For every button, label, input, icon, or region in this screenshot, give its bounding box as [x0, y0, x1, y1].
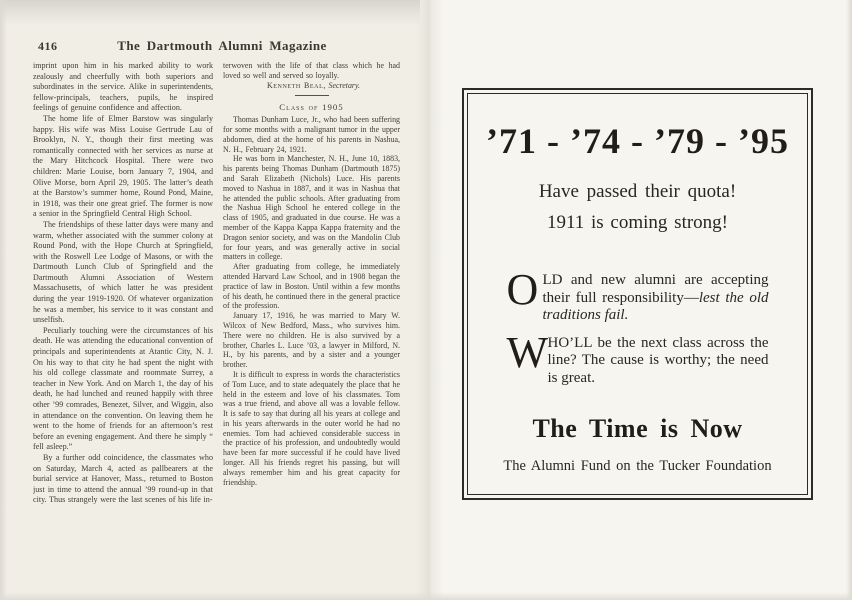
obituary-signature	[223, 81, 400, 91]
scan-shadow-bottom	[0, 592, 852, 600]
ad-class-years-headline: ’71 - ’74 - ’79 - ’95	[486, 121, 789, 161]
page-number: 416	[38, 39, 58, 53]
paragraph: He was born in Manchester, N. H., June 10, 1883, his parents being Thomas Dunham (Dartmouth 1875) and Sarah Elizabeth (Nichols) Luce. His parents moved to Nashua in 1887, and it was in Nashua that he attended the public schools. After graduating from the Nashua High School he entered college in the class of 1905, and graduated in due course. He was a member of the Kappa Kappa Kappa fraternity and the Dragon senior society, and was on the Mandolin Club for four years, and was generally active in social matters in college.	[223, 154, 400, 262]
scan-shadow-right	[846, 0, 852, 600]
ad-paragraph-old-alumni	[506, 265, 769, 325]
scan-shadow-left	[0, 0, 7, 600]
signature-title: Secretary.	[328, 80, 360, 90]
ad-paragraph-italic: lest the old traditions fail.	[542, 289, 769, 323]
magazine-title: The Dartmouth Alumni Magazine	[117, 38, 327, 53]
scan-shadow-top	[0, 0, 420, 26]
paragraph: The home life of Elmer Barstow was singularly happy. His wife was Miss Louise Gertrude Lau of Brooklyn, N. Y., though their first meeting was romantically connected with her services as nurse at the Mary Hitchcock Hospital. There were two children: Marie Louise, born January 7, 1904, and Olive Morse, born April 29, 1905. The latter’s death at the Barstow’s summer home, Round Pond, Maine, in 1918, was their one great grief. The former is now a senior in the Springfield Central High School.	[33, 113, 213, 219]
paragraph: The friendships of these latter days were many and warm, whether associated with the summer colony at Round Pond, with the Hope Church at Springfield, with the Roswell Lee Lodge of Masons, or with the Dartmouth Lunch Club of Springfield and the Dartmouth Alumni Association of Western Massachusetts, of which latter he was president during the year 1919-1920. Of whatever organization he was a member, his service to it was constant and unselfish.	[33, 219, 213, 325]
paragraph: Thomas Dunham Luce, Jr., who had been suffering for some months with a malignant tumor in the upper abdomen, died at the home of his parents in Nashua, N. H., February 24, 1921.	[223, 115, 400, 154]
paragraph: By a further odd coincidence, the classmates who on Saturday, March 4, acted as pallbearers at the burial service at Hanover, Mass., returned to Boston just in time to attend the annual ’99 round-up in that city. Thus strangely were the last scenes of his life in-	[33, 452, 213, 505]
page-gutter-shadow	[416, 0, 444, 600]
section-divider	[295, 95, 329, 96]
paragraph: January 17, 1916, he was married to Mary W. Wilcox of New Bedford, Mass., who survives him. There were no children. He is also survived by a brother, Charles L. Luce ’03, a lawyer in Milford, N. H., by his parents, and by a sister and a younger brother.	[223, 311, 400, 370]
article-columns	[33, 61, 400, 553]
paragraph: terwoven with the life of that class which he had loved so well and served so loyally.	[223, 61, 400, 80]
article-column-2	[223, 61, 400, 553]
ad-footer: The Alumni Fund on the Tucker Foundation	[503, 458, 772, 474]
paragraph: After graduating from college, he immediately attended Harvard Law School, and in 1908 began the practice of law in Boston. Until within a few months of his death, he continued there in the general practice of the profession.	[223, 262, 400, 311]
ad-body	[506, 265, 769, 387]
ad-dropcap-w: W	[506, 327, 549, 377]
article-column-1	[33, 61, 213, 553]
signature-name: Kenneth Beal,	[266, 80, 326, 90]
ad-paragraph-wholl	[506, 327, 769, 388]
paragraph: imprint upon him in his marked ability to work zealously and cheerfully with both superiors and subordinates in the service. Alike in superintendents, fellow-principals, teachers, pupils, he inspired feelings of genuine confidence and affection.	[33, 61, 213, 113]
ad-quota-line: Have passed their quota!	[538, 181, 737, 202]
ad-paragraph-text: LD and new alumni are accepting their full responsibility—	[542, 272, 769, 306]
paragraph: It is difficult to express in words the characteristics of Tom Luce, and to state adequately the place that he held in the esteem and love of his classmates. Tom was a true friend, and above all was a lovable fellow. It is safe to say that during all his years at college and in his years afterwards in the outer world he had no enemies. Tom had achieved considerable success in the practice of his profession, and undoubtedly would have been far more successful if he could have lived longer. All his friends regret his passing, but will always remember him and his great capacity for friendship.	[223, 369, 400, 487]
ad-paragraph-text: HO’LL be the next class across the line? The cause is worthy; the need is great.	[547, 334, 769, 386]
ad-inner-border	[467, 93, 808, 495]
ad-dropcap-o: O	[506, 265, 539, 314]
ad-coming-line: 1911 is coming strong!	[546, 212, 729, 233]
ad-slogan: The Time is Now	[532, 414, 743, 443]
paragraph: Peculiarly touching were the circumstances of his death. He was attending the educational convention of principals and superintendents at Atantic City, N. J. On his way to that city he had spent the night with his old college classmate and roommate Surrey, a teacher in New York. And on March 1, the day of his death, he had lunched and reuned happily with three other ’99 comrades, Benezet, Silver, and Wiggin, also in attendance on the convention. On leaving them he went to the home of friends for an afternoon’s rest before an evening engagement. And there he simply “ fell asleep.”	[33, 325, 213, 452]
section-heading: Class of 1905	[279, 102, 344, 113]
alumni-fund-ad	[462, 88, 813, 500]
